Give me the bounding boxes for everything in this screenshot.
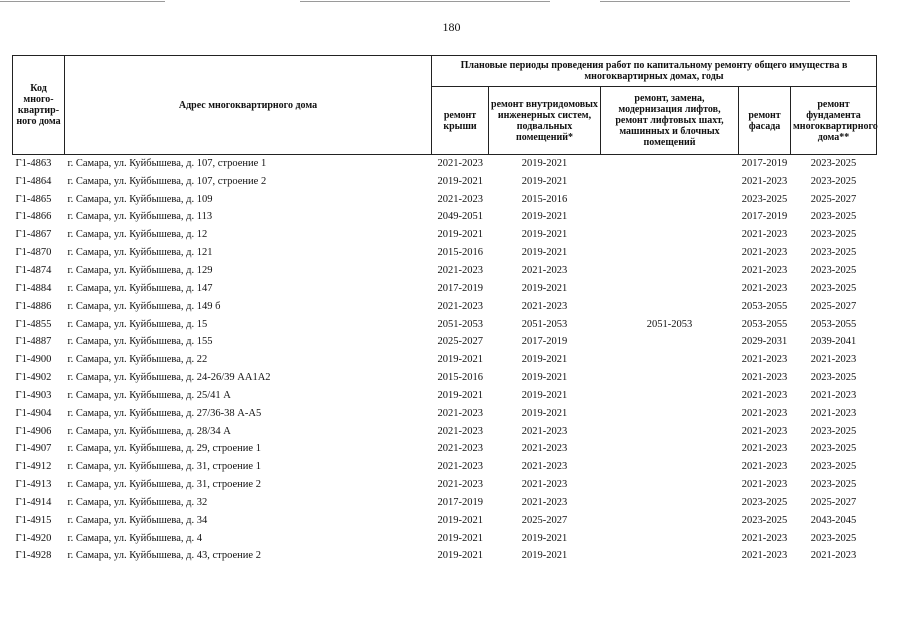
header-periods-title: Плановые периоды проведения работ по капитальному ремонту общего имущества в многоквартирных домах, годы [432,56,877,87]
cell-lifts [601,512,739,530]
page-number: 180 [442,20,461,34]
top-edge-line [300,1,550,2]
cell-facade: 2021-2023 [741,461,788,473]
cell-foundation: 2023-2025 [810,229,857,241]
table-body [13,155,877,566]
cell-systems: 2019-2021 [521,389,568,401]
cell-lifts [601,351,739,369]
cell-lifts: 2051-2053 [646,318,693,330]
table-row [13,530,877,548]
cell-lifts [601,494,739,512]
cell-lifts [601,244,739,262]
cell-code: Г1-4900 [15,354,52,366]
cell-systems: 2019-2021 [521,532,568,544]
cell-systems: 2051-2053 [521,318,568,330]
table-row [13,173,877,191]
cell-address: г. Самара, ул. Куйбышева, д. 129 [67,264,213,276]
cell-roof: 2019-2021 [437,175,483,187]
cell-address: г. Самара, ул. Куйбышева, д. 4 [67,532,203,544]
table-row [13,548,877,566]
cell-facade: 2021-2023 [741,479,788,491]
cell-address: г. Самара, ул. Куйбышева, д. 22 [67,354,208,366]
cell-systems: 2025-2027 [521,514,568,526]
cell-foundation: 2023-2025 [810,157,857,169]
cell-address: г. Самара, ул. Куйбышева, д. 155 [67,336,213,348]
cell-foundation: 2023-2025 [810,264,857,276]
table-row [13,512,877,530]
header-row-top [13,56,877,87]
header-facade: ремонт фасада [739,87,791,155]
cell-address: г. Самара, ул. Куйбышева, д. 32 [67,496,208,508]
cell-address: г. Самара, ул. Куйбышева, д. 25/41 А [67,389,231,401]
cell-lifts [601,209,739,227]
cell-code: Г1-4914 [15,496,52,508]
cell-code: Г1-4902 [15,372,52,384]
cell-systems: 2021-2023 [521,300,568,312]
table-row [13,441,877,459]
cell-code: Г1-4907 [15,443,52,455]
header-address: Адрес многоквартирного дома [65,56,432,155]
cell-systems: 2021-2023 [521,461,568,473]
cell-roof: 2019-2021 [437,229,483,241]
table-row [13,280,877,298]
cell-roof: 2021-2023 [437,443,483,455]
cell-code: Г1-4920 [15,532,52,544]
cell-roof: 2021-2023 [437,407,483,419]
top-edge-line [0,1,165,2]
cell-systems: 2019-2021 [521,407,568,419]
cell-roof: 2015-2016 [437,372,483,384]
header-code: Код много-квартир-ного дома [13,56,65,155]
cell-address: г. Самара, ул. Куйбышева, д. 107, строение 1 [67,157,267,169]
cell-facade: 2021-2023 [741,247,788,259]
header-roof: ремонт крыши [432,87,489,155]
cell-systems: 2019-2021 [521,247,568,259]
cell-facade: 2029-2031 [741,336,788,348]
cell-address: г. Самара, ул. Куйбышева, д. 109 [67,193,213,205]
table-row [13,316,877,334]
cell-systems: 2021-2023 [521,264,568,276]
cell-foundation: 2023-2025 [810,175,857,187]
cell-lifts [601,458,739,476]
cell-lifts [601,280,739,298]
cell-address: г. Самара, ул. Куйбышева, д. 15 [67,318,208,330]
cell-code: Г1-4874 [15,264,52,276]
cell-facade: 2023-2025 [741,496,788,508]
cell-roof: 2019-2021 [437,550,483,562]
cell-code: Г1-4855 [15,318,52,330]
cell-foundation: 2025-2027 [810,193,857,205]
cell-address: г. Самара, ул. Куйбышева, д. 24-26/39 АА1А2 [67,372,271,384]
cell-address: г. Самара, ул. Куйбышева, д. 12 [67,229,208,241]
cell-address: г. Самара, ул. Куйбышева, д. 31, строение 1 [67,461,261,473]
cell-foundation: 2023-2025 [810,247,857,259]
cell-roof: 2021-2023 [437,300,483,312]
cell-lifts [601,333,739,351]
cell-facade: 2021-2023 [741,175,788,187]
cell-code: Г1-4866 [15,211,52,223]
cell-roof: 2017-2019 [437,282,483,294]
cell-address: г. Самара, ул. Куйбышева, д. 113 [67,211,213,223]
cell-foundation: 2023-2025 [810,461,857,473]
cell-systems: 2019-2021 [521,229,568,241]
cell-systems: 2021-2023 [521,425,568,437]
cell-roof: 2017-2019 [437,496,483,508]
cell-foundation: 2025-2027 [810,496,857,508]
cell-facade: 2021-2023 [741,550,788,562]
cell-foundation: 2021-2023 [810,354,857,366]
cell-foundation: 2039-2041 [810,336,857,348]
cell-code: Г1-4913 [15,479,52,491]
table-row [13,244,877,262]
cell-facade: 2023-2025 [741,193,788,205]
cell-lifts [601,441,739,459]
cell-facade: 2021-2023 [741,372,788,384]
cell-lifts [601,423,739,441]
cell-foundation: 2043-2045 [810,514,857,526]
cell-roof: 2021-2023 [437,425,483,437]
table-row [13,423,877,441]
cell-foundation: 2023-2025 [810,443,857,455]
cell-systems: 2019-2021 [521,282,568,294]
table-row [13,405,877,423]
cell-foundation: 2023-2025 [810,211,857,223]
cell-code: Г1-4928 [15,550,52,562]
cell-systems: 2021-2023 [521,496,568,508]
table-row [13,333,877,351]
cell-facade: 2021-2023 [741,282,788,294]
header-systems: ремонт внутридомовых инженерных систем, подвальных помещений* [489,87,601,155]
cell-roof: 2019-2021 [437,389,483,401]
cell-address: г. Самара, ул. Куйбышева, д. 121 [67,247,213,259]
table-row [13,476,877,494]
cell-roof: 2019-2021 [437,354,483,366]
cell-facade: 2017-2019 [741,157,788,169]
cell-roof: 2021-2023 [437,157,483,169]
cell-lifts [601,191,739,209]
cell-lifts [601,262,739,280]
cell-foundation: 2023-2025 [810,282,857,294]
cell-facade: 2021-2023 [741,389,788,401]
cell-address: г. Самара, ул. Куйбышева, д. 147 [67,282,213,294]
cell-roof: 2051-2053 [437,318,483,330]
table-row [13,458,877,476]
cell-systems: 2021-2023 [521,443,568,455]
cell-lifts [601,548,739,566]
cell-address: г. Самара, ул. Куйбышева, д. 149 б [67,300,221,312]
cell-foundation: 2023-2025 [810,425,857,437]
cell-code: Г1-4915 [15,514,52,526]
cell-roof: 2015-2016 [437,247,483,259]
cell-facade: 2021-2023 [741,443,788,455]
cell-lifts [601,405,739,423]
cell-facade: 2021-2023 [741,354,788,366]
cell-code: Г1-4867 [15,229,52,241]
cell-code: Г1-4863 [15,157,52,169]
cell-lifts [601,369,739,387]
table-row [13,209,877,227]
cell-facade: 2021-2023 [741,229,788,241]
cell-systems: 2019-2021 [521,211,568,223]
cell-code: Г1-4903 [15,389,52,401]
cell-code: Г1-4912 [15,461,52,473]
cell-roof: 2021-2023 [437,461,483,473]
cell-address: г. Самара, ул. Куйбышева, д. 34 [67,514,208,526]
table-row [13,155,877,173]
table-row [13,262,877,280]
cell-facade: 2021-2023 [741,425,788,437]
table-row [13,494,877,512]
table-row [13,351,877,369]
cell-facade: 2021-2023 [741,264,788,276]
header-foundation: ремонт фундамента многоквартирного дома** [791,87,877,155]
cell-foundation: 2021-2023 [810,389,857,401]
cell-address: г. Самара, ул. Куйбышева, д. 43, строение 2 [67,550,261,562]
cell-facade: 2017-2019 [741,211,788,223]
cell-lifts [601,298,739,316]
cell-code: Г1-4884 [15,282,52,294]
cell-code: Г1-4904 [15,407,52,419]
cell-systems: 2019-2021 [521,372,568,384]
cell-roof: 2021-2023 [437,264,483,276]
cell-foundation: 2053-2055 [810,318,857,330]
cell-systems: 2019-2021 [521,175,568,187]
cell-foundation: 2023-2025 [810,372,857,384]
repair-schedule-table [12,55,877,565]
cell-address: г. Самара, ул. Куйбышева, д. 107, строение 2 [67,175,267,187]
cell-code: Г1-4865 [15,193,52,205]
cell-code: Г1-4886 [15,300,52,312]
cell-address: г. Самара, ул. Куйбышева, д. 31, строение 2 [67,479,261,491]
table-row [13,298,877,316]
cell-roof: 2021-2023 [437,193,483,205]
cell-facade: 2021-2023 [741,407,788,419]
cell-lifts [601,155,739,173]
cell-roof: 2049-2051 [437,211,483,223]
cell-foundation: 2021-2023 [810,550,857,562]
cell-facade: 2053-2055 [741,300,788,312]
table-row [13,226,877,244]
cell-foundation: 2025-2027 [810,300,857,312]
cell-systems: 2015-2016 [521,193,568,205]
cell-lifts [601,476,739,494]
cell-facade: 2053-2055 [741,318,788,330]
cell-address: г. Самара, ул. Куйбышева, д. 28/34 А [67,425,231,437]
table-row [13,369,877,387]
cell-code: Г1-4864 [15,175,52,187]
cell-lifts [601,387,739,405]
cell-lifts [601,173,739,191]
cell-code: Г1-4887 [15,336,52,348]
table-row [13,191,877,209]
cell-address: г. Самара, ул. Куйбышева, д. 29, строение 1 [67,443,261,455]
top-edge-line [600,1,850,2]
cell-lifts [601,226,739,244]
cell-roof: 2019-2021 [437,532,483,544]
cell-foundation: 2021-2023 [810,407,857,419]
cell-systems: 2019-2021 [521,157,568,169]
cell-systems: 2019-2021 [521,354,568,366]
cell-address: г. Самара, ул. Куйбышева, д. 27/36-38 А-А5 [67,407,262,419]
cell-foundation: 2023-2025 [810,479,857,491]
cell-facade: 2021-2023 [741,532,788,544]
table-row [13,387,877,405]
cell-systems: 2017-2019 [521,336,568,348]
cell-roof: 2025-2027 [437,336,483,348]
cell-systems: 2021-2023 [521,479,568,491]
cell-code: Г1-4906 [15,425,52,437]
cell-roof: 2019-2021 [437,514,483,526]
header-lifts: ремонт, замена, модернизация лифтов, ремонт лифтовых шахт, машинных и блочных помещений [601,87,739,155]
cell-roof: 2021-2023 [437,479,483,491]
cell-systems: 2019-2021 [521,550,568,562]
cell-lifts [601,530,739,548]
cell-code: Г1-4870 [15,247,52,259]
cell-facade: 2023-2025 [741,514,788,526]
cell-foundation: 2023-2025 [810,532,857,544]
